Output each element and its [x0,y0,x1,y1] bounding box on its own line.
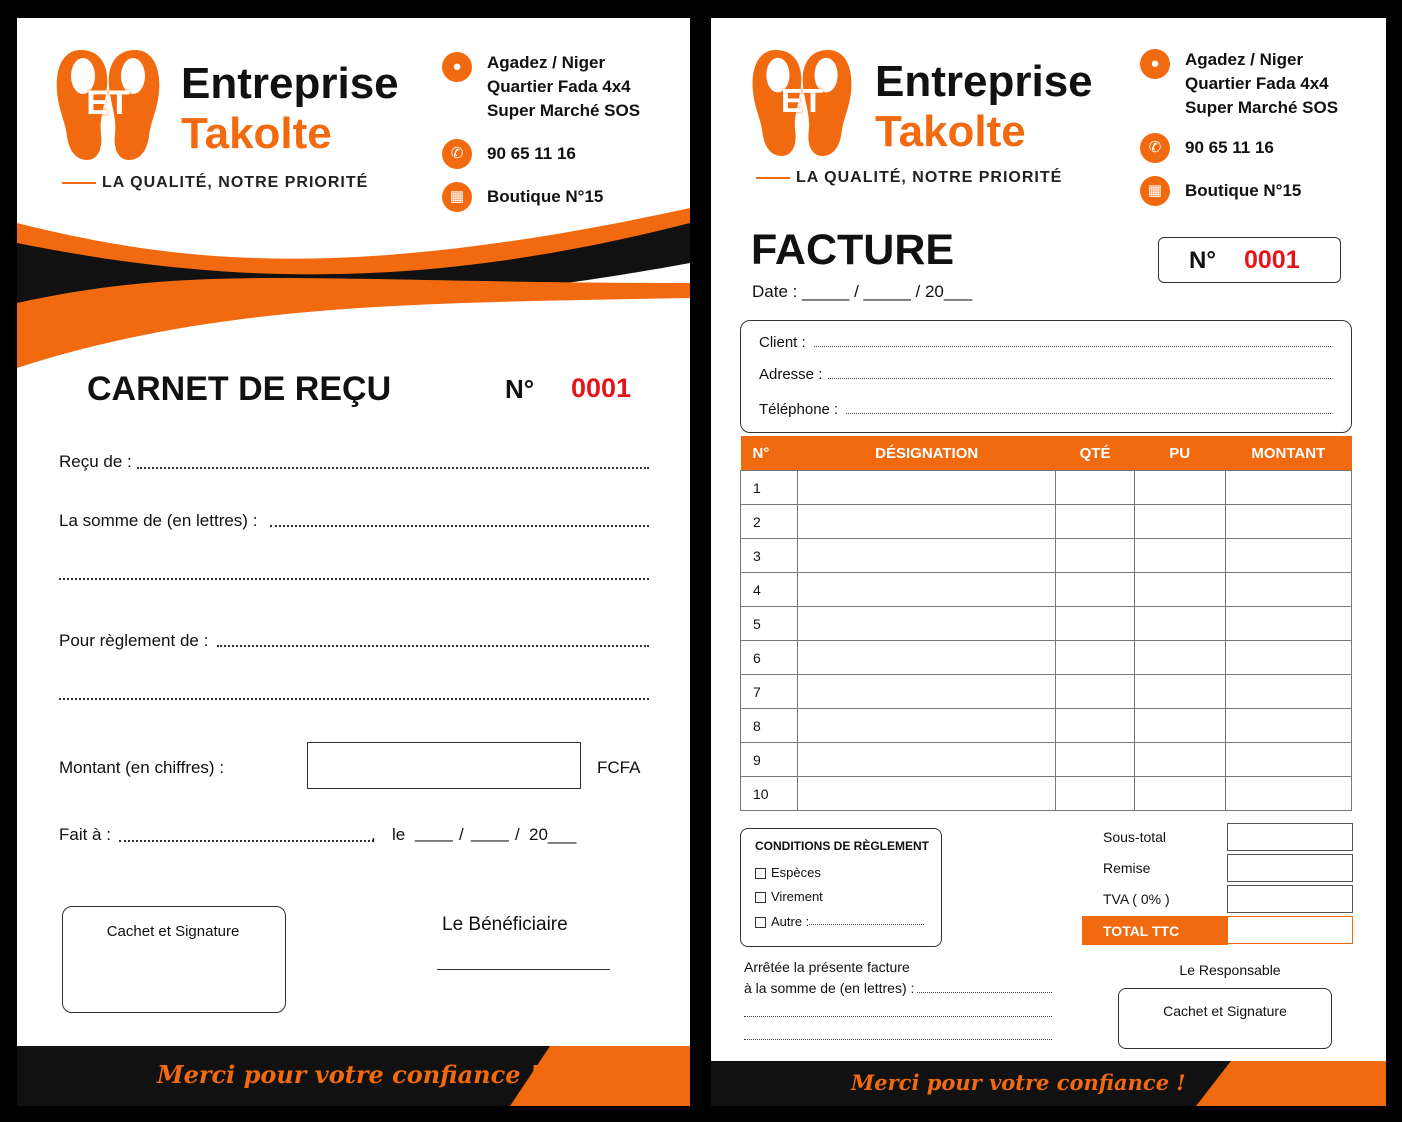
unit-price-cell[interactable] [1134,641,1225,675]
invoice-tagline [756,169,1062,187]
amount-cell[interactable] [1225,471,1351,505]
closing-amount-line-2[interactable] [744,1016,1052,1017]
date-slash-1: / [459,825,464,844]
invoice-stamp-label: Cachet et Signature [1163,1003,1287,1019]
unit-price-cell[interactable] [1134,709,1225,743]
payment-for-line-2[interactable] [59,698,649,700]
discount-label: Remise [1103,860,1151,876]
location-pin-icon: ● [442,52,472,82]
designation-cell[interactable] [798,505,1056,539]
amount-cell[interactable] [1225,675,1351,709]
invoice-tagline-text: LA QUALITÉ, NOTRE PRIORITÉ [796,169,1063,186]
col-unit-price: PU [1134,436,1225,471]
condition-transfer[interactable] [755,889,823,904]
shop-number: Boutique N°15 [487,187,604,206]
quantity-cell[interactable] [1056,505,1135,539]
table-row [741,675,1352,709]
quantity-cell[interactable] [1056,743,1135,777]
transfer-checkbox[interactable] [755,892,766,903]
date-year[interactable]: 20___ [529,825,577,844]
col-amount: MONTANT [1225,436,1351,471]
col-quantity: QTÉ [1056,436,1135,471]
vat-box[interactable] [1227,885,1353,913]
closing-amount-line-3[interactable] [744,1039,1052,1040]
payment-conditions-title: CONDITIONS DE RÈGLEMENT [755,839,930,853]
unit-price-cell[interactable] [1134,573,1225,607]
condition-cash-label: Espèces [771,865,821,880]
condition-cash[interactable] [755,865,821,880]
quantity-cell[interactable] [1056,471,1135,505]
quantity-cell[interactable] [1056,573,1135,607]
items-table [740,436,1352,811]
unit-price-cell[interactable] [1134,505,1225,539]
address-label: Adresse : [759,366,823,383]
date-le-label: le [392,825,406,844]
table-row [741,709,1352,743]
amount-cell[interactable] [1225,539,1351,573]
invoice-phone-number: 90 65 11 16 [1185,138,1274,157]
table-row [741,505,1352,539]
stamp-signature-label: Cachet et Signature [106,923,240,940]
col-number: N° [741,436,798,471]
telephone-line[interactable] [846,413,1331,414]
designation-cell[interactable] [798,573,1056,607]
unit-price-cell[interactable] [1134,471,1225,505]
invoice-company-logo [749,46,855,160]
condition-other-label: Autre : [771,914,810,929]
unit-price-cell[interactable] [1134,675,1225,709]
amount-cell[interactable] [1225,505,1351,539]
header-wave [17,203,690,373]
table-row [741,641,1352,675]
vat-label: TVA ( 0% ) [1103,891,1170,907]
row-number: 8 [741,709,798,743]
brand-name-line2: Takolte [181,109,332,158]
invoice-brand-name-line1: Entreprise [875,57,1093,106]
designation-cell[interactable] [798,777,1056,811]
made-at-label: Fait à : [59,825,111,844]
phone-number: 90 65 11 16 [487,144,576,163]
phone-icon: ✆ [442,139,472,169]
receipt-number-label: N° [505,374,535,404]
table-row [741,573,1352,607]
col-designation: DÉSIGNATION [798,436,1056,471]
condition-transfer-label: Virement [771,889,823,904]
invoice-title: FACTURE [751,226,955,274]
amount-words-line-1[interactable] [270,525,649,527]
received-from-line[interactable] [137,467,649,469]
address-line-1: Agadez / Niger [487,53,606,72]
row-number: 9 [741,743,798,777]
payment-for-line-1[interactable] [217,645,649,647]
invoice-logo-letters: ET [780,82,824,119]
receipt-number: 0001 [571,373,632,403]
quantity-cell[interactable] [1056,641,1135,675]
unit-price-cell[interactable] [1134,607,1225,641]
discount-box[interactable] [1227,854,1353,882]
items-body [741,471,1352,811]
row-number: 10 [741,777,798,811]
quantity-cell[interactable] [1056,777,1135,811]
invoice-brand-name-line2: Takolte [875,107,1026,156]
subtotal-label: Sous-total [1103,829,1167,845]
unit-price-cell[interactable] [1134,743,1225,777]
invoice-number-label: N° [1189,247,1216,274]
invoice-shop-number: Boutique N°15 [1185,181,1302,200]
invoice-address-line-1: Agadez / Niger [1185,50,1304,69]
amount-cell[interactable] [1225,641,1351,675]
address-block [487,51,640,123]
amount-digits-box[interactable] [307,742,581,789]
invoice-footer-accent [1196,1061,1386,1106]
row-number: 4 [741,573,798,607]
tagline-dash [62,182,96,184]
unit-price-cell[interactable] [1134,777,1225,811]
made-at-comma: , [371,825,376,844]
row-number: 2 [741,505,798,539]
designation-cell[interactable] [798,539,1056,573]
invoice-sheet [711,18,1386,1106]
date-month-blank[interactable]: ____ [471,823,509,842]
invoice-address-line-2: Quartier Fada 4x4 [1185,74,1329,93]
invoice-tagline-dash [756,177,790,179]
client-line[interactable] [814,346,1331,347]
quantity-cell[interactable] [1056,709,1135,743]
condition-other-line[interactable] [809,924,924,925]
total-box[interactable] [1227,916,1353,944]
amount-digits-label: Montant (en chiffres) : [59,758,225,777]
quantity-cell[interactable] [1056,607,1135,641]
table-row [741,777,1352,811]
designation-cell[interactable] [798,709,1056,743]
amount-cell[interactable] [1225,709,1351,743]
client-label: Client : [759,334,806,351]
designation-cell[interactable] [798,471,1056,505]
amount-cell[interactable] [1225,607,1351,641]
receipt-title: CARNET DE REÇU [87,370,392,408]
currency-label: FCFA [597,758,641,777]
row-number: 7 [741,675,798,709]
invoice-address-block [1185,48,1338,120]
telephone-label: Téléphone : [759,401,839,418]
table-row [741,743,1352,777]
date-day-blank[interactable]: ____ [415,823,453,842]
shop-icon: ▦ [442,182,472,212]
invoice-address-line-3: Super Marché SOS [1185,98,1339,117]
row-number: 1 [741,471,798,505]
receipt-footer-text: Merci pour votre confiance ! [157,1060,540,1089]
receipt-footer [17,1046,690,1106]
table-row [741,471,1352,505]
row-number: 5 [741,607,798,641]
address-line[interactable] [828,378,1331,379]
received-from-label: Reçu de : [59,452,132,471]
made-at-line[interactable] [119,840,374,842]
closing-amount-line-1[interactable] [917,992,1052,993]
amount-cell[interactable] [1225,573,1351,607]
amount-words-label: La somme de (en lettres) : [59,511,258,530]
items-header-row [741,436,1352,471]
logo-letters: ET [86,84,130,122]
other-checkbox[interactable] [755,917,766,928]
beneficiary-signature-line[interactable] [437,969,610,970]
beneficiary-label: Le Bénéficiaire [442,914,568,935]
responsible-label: Le Responsable [1179,962,1281,978]
row-number: 3 [741,539,798,573]
amount-cell[interactable] [1225,777,1351,811]
total-label: TOTAL TTC [1103,923,1180,939]
closing-line-2: à la somme de (en lettres) : [744,980,915,996]
condition-other[interactable] [755,914,809,929]
receipt-sheet [17,18,690,1106]
unit-price-cell[interactable] [1134,539,1225,573]
invoice-number: 0001 [1244,246,1300,274]
address-line-2: Quartier Fada 4x4 [487,77,631,96]
invoice-shop-icon: ▦ [1140,176,1170,206]
invoice-date[interactable]: Date : _____ / _____ / 20___ [752,282,973,301]
subtotal-box[interactable] [1227,823,1353,851]
row-number: 6 [741,641,798,675]
designation-cell[interactable] [798,607,1056,641]
tagline-text: LA QUALITÉ, NOTRE PRIORITÉ [102,174,369,191]
designation-cell[interactable] [798,743,1056,777]
cash-checkbox[interactable] [755,868,766,879]
invoice-location-pin-icon: ● [1140,49,1170,79]
amount-cell[interactable] [1225,743,1351,777]
date-slash-2: / [515,825,520,844]
table-row [741,539,1352,573]
amount-words-line-2[interactable] [59,578,649,580]
closing-line-1: Arrêtée la présente facture [744,959,910,975]
brand-name-line1: Entreprise [181,59,399,108]
address-line-3: Super Marché SOS [487,101,641,120]
company-logo [53,46,163,164]
quantity-cell[interactable] [1056,675,1135,709]
invoice-footer [711,1061,1386,1106]
quantity-cell[interactable] [1056,539,1135,573]
invoice-footer-text: Merci pour votre confiance ! [851,1070,1186,1095]
designation-cell[interactable] [798,641,1056,675]
invoice-phone-icon: ✆ [1140,133,1170,163]
table-row [741,607,1352,641]
payment-for-label: Pour règlement de : [59,631,209,650]
designation-cell[interactable] [798,675,1056,709]
tagline [62,174,368,192]
